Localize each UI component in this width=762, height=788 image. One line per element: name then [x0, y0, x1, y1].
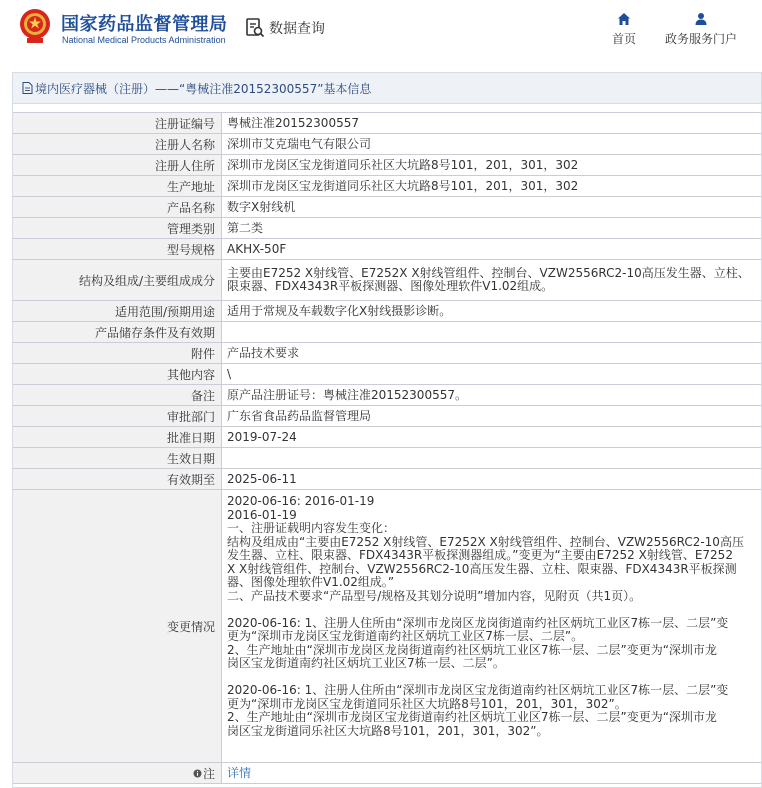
field-value: 主要由E7252 X射线管、E7252X X射线管组件、控制台、VZW2556RC2-10高压发生器、立柱、限束器、FDX4343R平板探测器、图像处理软件V1.02组成。	[227, 266, 750, 293]
field-label: 产品储存条件及有效期	[13, 322, 222, 342]
table-row-structure	[13, 260, 761, 301]
table-row-registrant-address	[13, 155, 761, 176]
field-label: 审批部门	[13, 406, 222, 426]
field-value	[222, 448, 761, 468]
org-name-cn: 国家药品监督管理局	[61, 14, 228, 35]
note-label-text: 注	[202, 766, 215, 781]
field-label: 有效期至	[13, 469, 222, 489]
nav-home[interactable]	[606, 12, 642, 47]
table-row-other	[13, 364, 761, 385]
field-value: 深圳市龙岗区宝龙街道同乐社区大坑路8号101，201，301，302	[227, 157, 579, 172]
table-row-model	[13, 239, 761, 260]
field-label: 批准日期	[13, 427, 222, 447]
data-query-link[interactable]	[245, 16, 325, 40]
table-row-changes	[13, 490, 761, 763]
field-label: 注册证编号	[13, 113, 222, 133]
field-label: 附件	[13, 343, 222, 363]
document-search-icon	[245, 17, 265, 39]
field-value: 深圳市龙岗区宝龙街道同乐社区大坑路8号101，201，301，302	[227, 178, 579, 193]
table-row-registrant	[13, 134, 761, 155]
field-value: 深圳市艾克瑞电气有限公司	[227, 136, 372, 151]
nav-service-portal[interactable]	[660, 12, 742, 47]
breadcrumb-text: 境内医疗器械（注册）——“粤械注准20152300557”基本信息	[35, 81, 372, 96]
field-label: 型号规格	[13, 239, 222, 259]
field-value: 数字X射线机	[227, 199, 296, 214]
table-row-approval-date	[13, 427, 761, 448]
table-row-attachment	[13, 343, 761, 364]
field-value: 2019-07-24	[227, 429, 297, 444]
breadcrumb	[13, 73, 761, 104]
document-icon	[22, 82, 33, 94]
field-value: 适用于常规及车载数字化X射线摄影诊断。	[227, 303, 452, 318]
table-row-expiry	[13, 469, 761, 490]
field-label: 管理类别	[13, 218, 222, 238]
field-value: 产品技术要求	[227, 345, 300, 360]
detail-table	[13, 112, 761, 784]
field-value: 第二类	[227, 220, 264, 235]
table-row-remark	[13, 385, 761, 406]
field-label: 注册人名称	[13, 134, 222, 154]
table-row-storage	[13, 322, 761, 343]
table-row-approval-dept	[13, 406, 761, 427]
field-label: 变更情况	[13, 490, 222, 762]
data-query-label: 数据查询	[269, 21, 325, 37]
table-row-reg-no	[13, 113, 761, 134]
field-label: 注册人住所	[13, 155, 222, 175]
site-header	[0, 0, 762, 62]
details-link[interactable]: 详情	[227, 765, 252, 780]
table-row-scope	[13, 301, 761, 322]
field-label: 其他内容	[13, 364, 222, 384]
home-icon	[617, 12, 631, 26]
table-row-note	[13, 763, 761, 784]
nav-portal-label: 政务服务门户	[664, 32, 737, 46]
field-value: 粤械注准20152300557	[227, 115, 359, 130]
national-emblem-icon	[19, 8, 51, 44]
field-label: 结构及组成/主要组成成分	[13, 260, 222, 300]
field-value	[222, 322, 761, 342]
nav-home-label: 首页	[611, 32, 636, 46]
note-icon	[193, 769, 202, 778]
field-label: 生效日期	[13, 448, 222, 468]
field-label: 生产地址	[13, 176, 222, 196]
field-value: 2025-06-11	[227, 471, 297, 486]
field-value: AKHX-50F	[227, 241, 287, 256]
field-label-note	[13, 763, 222, 783]
change-history-text: 2020-06-16: 2016-01-19 2016-01-19 一、注册证载明内容发生变化： 结构及组成由“主要由E7252 X射线管、E7252X X射线管组件、控制台、VZW2556RC2-10高压 发生器、立柱、限束器、FDX4343R平板探测器组成。”变更为“主要由E7252 X射线管、E7252 X X射线管组件、控制台、VZW2556RC2-10高压发生器、立柱、限束器、FDX4343R平板探测 器、图像处理软件V1.02组成。” 二、产品技术要求“产品型号/规格及其划分说明”增加内容，见附页（共1页）。 2020-06-16: 1、注册人住所由“深圳市龙岗区龙岗街道南约社区炳坑工业区7栋一层、二层”变 更为“深圳市龙岗区宝龙街道南约社区炳坑工业区7栋一层、二层”。 2、生产地址由“深圳市龙岗区龙岗街道南约社区炳坑工业区7栋一层、二层”变更为“深圳市龙 岗区宝龙街道南约社区炳坑工业区7栋一层、二层”。 2020-06-16: 1、注册人住所由“深圳市龙岗区宝龙街道南约社区炳坑工业区7栋一层、二层”变 更为“深圳市龙岗区宝龙街道同乐社区大坑路8号101，201，301，302”。 2、生产地址由“深圳市龙岗区宝龙街道南约社区炳坑工业区7栋一层、二层”变更为“深圳市龙 岗区宝龙街道同乐社区大坑路8号101，201，301，302”。	[227, 494, 744, 738]
table-row-effective-date	[13, 448, 761, 469]
field-label: 产品名称	[13, 197, 222, 217]
detail-panel	[12, 72, 762, 788]
table-row-category	[13, 218, 761, 239]
field-label: 备注	[13, 385, 222, 405]
table-row-production-address	[13, 176, 761, 197]
field-label: 适用范围/预期用途	[13, 301, 222, 321]
user-icon	[694, 12, 708, 26]
field-value: 原产品注册证号：粤械注准20152300557。	[227, 387, 467, 402]
field-value	[222, 763, 761, 783]
table-row-product-name	[13, 197, 761, 218]
field-value: 广东省食品药品监督管理局	[227, 408, 372, 423]
org-name-en: National Medical Products Administration	[62, 35, 226, 45]
field-value: \	[227, 366, 232, 381]
